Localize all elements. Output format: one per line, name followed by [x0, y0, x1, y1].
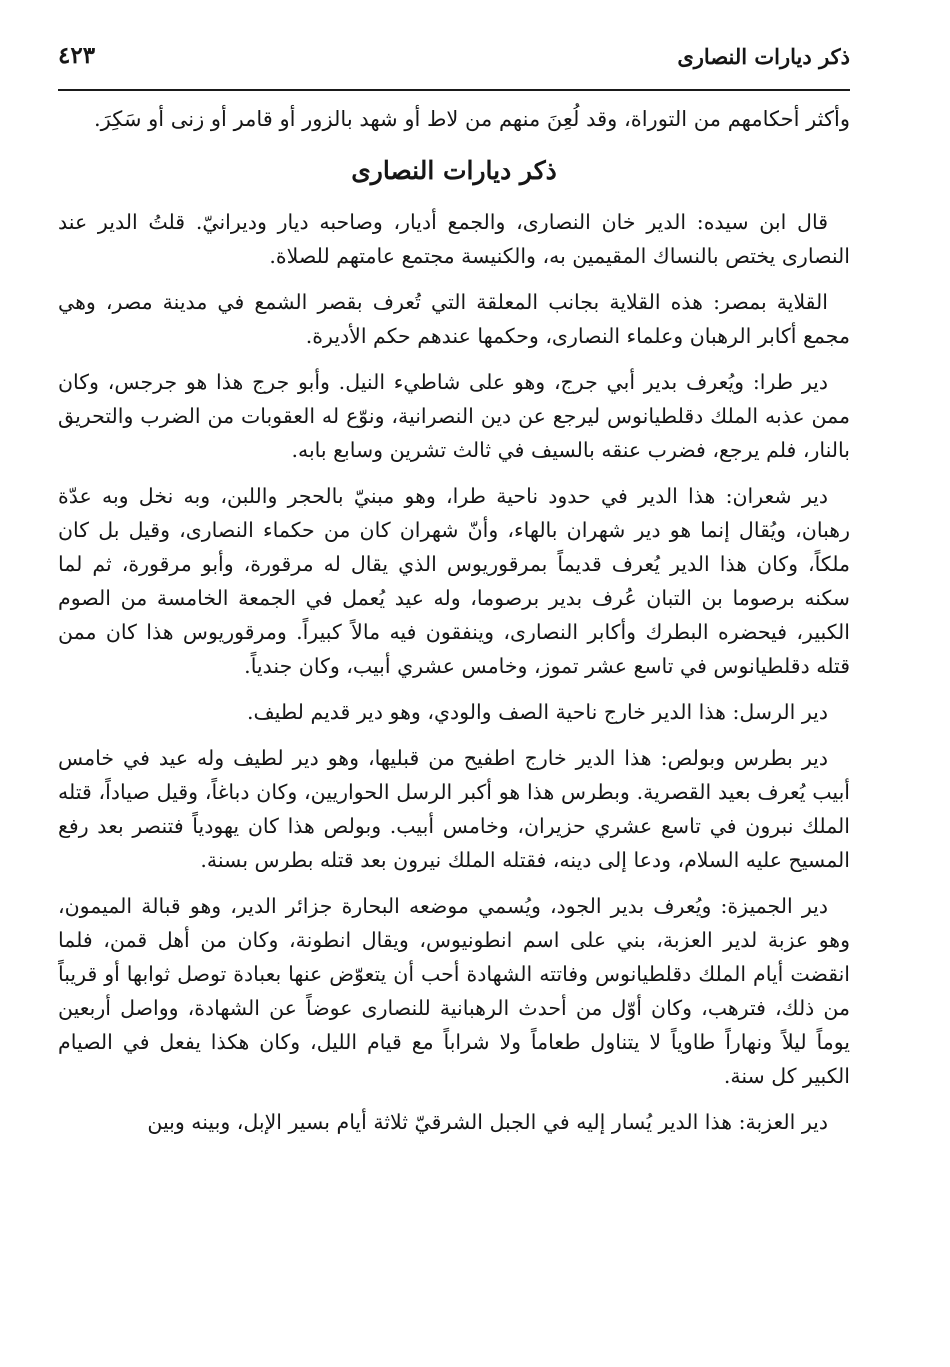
entry-label: القلاية بمصر:: [713, 290, 828, 314]
continuation-line: وأكثر أحكامهم من التوراة، وقد لُعِنَ منهم من لاط أو شهد بالزور أو قامر أو زنى أو سَكِرَ.: [93, 107, 850, 131]
page-number: ٤٢٣: [58, 42, 96, 69]
paragraph-dayr-rusul: [58, 695, 850, 729]
paragraph-dayr-jummayza: [58, 889, 850, 1093]
paragraph-text: ويُعرف بدير الجود، ويُسمي موضعه البحارة جزائر الدير، وهو قبالة الميمون، وهو عزبة لدير العزبة، بني على اسم انطونيوس، ويقال انطونة، وكان من أهل قمن، فلما انقضت أيام الملك دقلطيانوس وفاتته الشهادة أحب أن يتعوّض عنها بعبادة توصل ثوابها أو قريباً من ذلك، فترهب، وكان أوّل من أحدث الرهبانية للنصارى عوضاً عن الشهادة، وواصل أربعين يوماً ليلاً ونهاراً طاوياً لا يتناول طعاماً ولا شراباً مع قيام الليل، وكان هكذا يفعل في الصيام الكبير كل سنة.: [58, 894, 850, 1088]
page-header: [58, 32, 850, 91]
entry-label: دير بطرس وبولص:: [660, 746, 828, 770]
paragraph-text: هذا الدير خارج اطفيح من قبليها، وهو دير لطيف وله عيد في خامس أبيب يُعرف بعيد القصرية. وبطرس هذا هو أكبر الرسل الحواريين، وكان دباغاً، وقيل صياداً، قتله الملك نبرون في تاسع عشري حزيران، وخامس أبيب. وبولص هذا كان يهودياً فتنصر بعد رفع المسيح عليه السلام، ودعا إلى دينه، فقتله الملك نيرون بعد قتله بطرس بسنة.: [58, 746, 850, 872]
paragraph-text: هذا الدير خارج ناحية الصف والودي، وهو دير قديم لطيف.: [246, 700, 726, 724]
paragraph-dayr-butrus-bulus: [58, 741, 850, 877]
paragraph-dayr-azba: [58, 1105, 850, 1139]
paragraph-ibn-sidah: [58, 205, 850, 273]
entry-label: دير طرا:: [752, 370, 828, 394]
entry-label: دير شعران:: [725, 484, 828, 508]
entry-label: دير الجميزة:: [720, 894, 828, 918]
running-title: ذكر ديارات النصارى: [677, 44, 850, 69]
paragraph-text: ويُعرف بدير أبي جرج، وهو على شاطيء النيل. وأبو جرج هذا هو جرجس، وكان ممن عذبه الملك دقلطيانوس ليرجع عن دين النصرانية، ونوّع له العقوبات من الضرب والتحريق بالنار، فلم يرجع، فضرب عنقه بالسيف في ثالث تشرين وسابع بابه.: [58, 370, 850, 462]
paragraph-text: هذا الدير يُسار إليه في الجبل الشرقيّ ثلاثة أيام بسير الإبل، وبينه وبين: [147, 1110, 733, 1134]
section-heading: ذكر ديارات النصارى: [351, 156, 557, 185]
paragraph-text: هذه القلاية بجانب المعلقة التي تُعرف بقصر الشمع في مدينة مصر، وهي مجمع أكابر الرهبان وعلماء النصارى، وحكمها عندهم حكم الأديرة.: [58, 290, 850, 348]
paragraph-text: قال ابن سيده: الدير خان النصارى، والجمع أديار، وصاحبه ديار وديرانيّ. قلتُ الدير عند النصارى يختص بالنساك المقيمين به، والكنيسة مجتمع عامتهم للصلاة.: [58, 210, 850, 268]
book-page: [58, 32, 850, 1342]
paragraph-qallaya-misr: [58, 285, 850, 353]
entry-label: دير العزبة:: [738, 1110, 828, 1134]
paragraph-text: هذا الدير في حدود ناحية طرا، وهو مبنيّ بالحجر واللبن، وبه نخل وبه عدّة رهبان، ويُقال إنما هو دير شهران بالهاء، وأنّ شهران كان من حكماء النصارى، وقيل بل كان ملكاً، وكان هذا الدير يُعرف قديماً بمرقوريوس الذي يقال له مرقورة، وأبو مرقورة، ثم لما سكنه برصوما بن التبان عُرف بدير برصوما، وله عيد يُعمل في الجمعة الخامسة من الصوم الكبير، فيحضره البطرك وأكابر النصارى، وينفقون فيه مالاً كبيراً. ومرقوريوس هذا كان ممن قتله دقلطيانوس في تاسع عشر تموز، وخامس عشري أبيب، وكان جندياً.: [58, 484, 850, 678]
paragraph-dayr-tura: [58, 365, 850, 467]
paragraph-dayr-shiran: [58, 479, 850, 683]
entry-label: دير الرسل:: [732, 700, 828, 724]
